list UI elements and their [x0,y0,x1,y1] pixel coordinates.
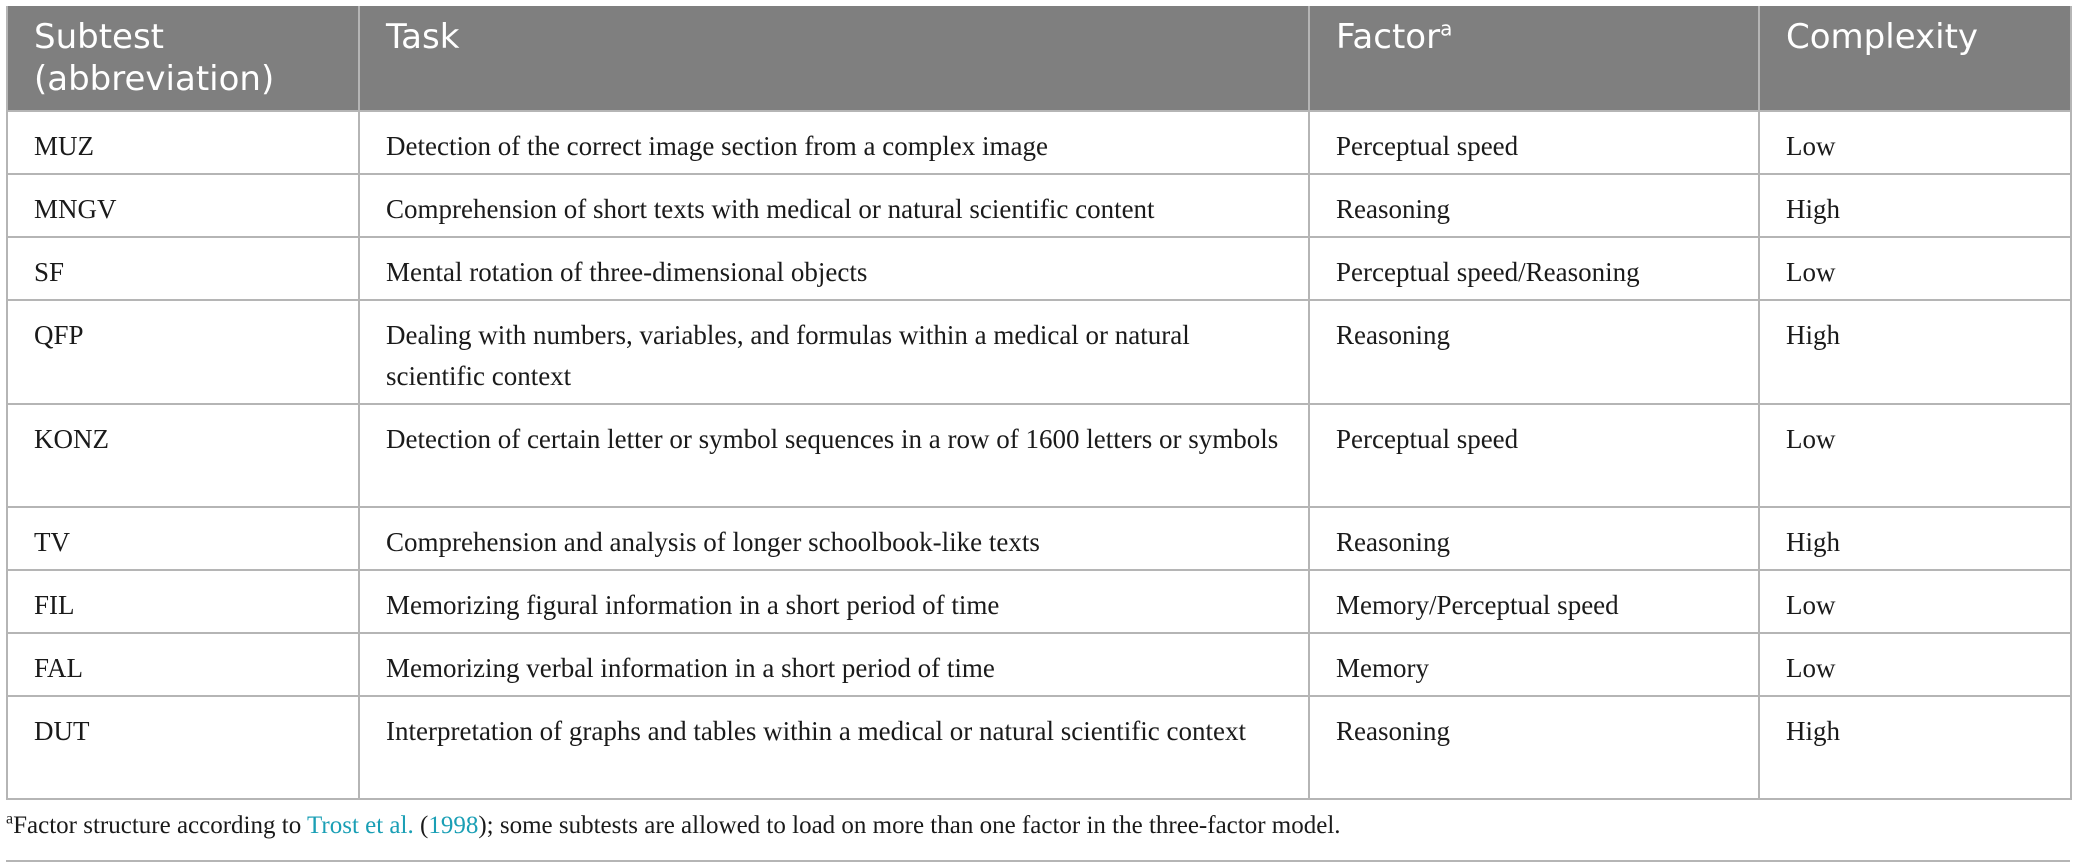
cell-factor: Memory/Perceptual speed [1309,570,1759,633]
cell-subtest: FAL [7,633,359,696]
table-row [7,507,2071,570]
table-row [7,300,2071,404]
cell-task: Mental rotation of three-dimensional objects [359,237,1309,300]
footnote-marker: a [6,810,14,828]
header-row [7,6,2071,111]
cell-subtest: MUZ [7,111,359,174]
cell-complexity: Low [1759,237,2071,300]
header-complexity [1759,6,2071,111]
header-subtest-label: Subtest (abbreviation) [34,17,275,99]
header-factor [1309,6,1759,111]
header-complexity-label: Complexity [1786,17,1979,57]
header-task-label: Task [386,17,460,57]
cell-complexity: High [1759,174,2071,237]
cell-subtest: QFP [7,300,359,404]
cell-subtest: DUT [7,696,359,799]
cell-task: Memorizing verbal information in a short period of time [359,633,1309,696]
cell-task: Interpretation of graphs and tables within a medical or natural scientific context [359,696,1309,799]
cell-complexity: Low [1759,570,2071,633]
footnote-paren-open: ( [413,812,429,839]
table-row [7,696,2071,799]
table-row [7,570,2071,633]
cell-complexity: High [1759,507,2071,570]
header-factor-label: Factor [1336,17,1441,57]
cell-complexity: Low [1759,404,2071,507]
table-footnote [6,812,1341,840]
cell-factor: Perceptual speed [1309,404,1759,507]
cell-subtest: MNGV [7,174,359,237]
cell-task: Comprehension of short texts with medical or natural scientific content [359,174,1309,237]
cell-complexity: High [1759,696,2071,799]
table-row [7,237,2071,300]
bottom-divider [6,860,2070,862]
cell-complexity: Low [1759,111,2071,174]
cell-task: Detection of certain letter or symbol sequences in a row of 1600 letters or symbols [359,404,1309,507]
cell-task: Dealing with numbers, variables, and formulas within a medical or natural scientific context [359,300,1309,404]
header-subtest [7,6,359,111]
cell-factor: Reasoning [1309,300,1759,404]
table-container [6,6,2070,800]
cell-subtest: KONZ [7,404,359,507]
cell-factor: Perceptual speed/Reasoning [1309,237,1759,300]
cell-factor: Memory [1309,633,1759,696]
cell-factor: Reasoning [1309,507,1759,570]
cell-factor: Perceptual speed [1309,111,1759,174]
cell-task: Detection of the correct image section from a complex image [359,111,1309,174]
table-row [7,174,2071,237]
cell-subtest: FIL [7,570,359,633]
table-row [7,633,2071,696]
header-factor-footnote-marker: a [1440,16,1453,41]
cell-factor: Reasoning [1309,696,1759,799]
cell-complexity: Low [1759,633,2071,696]
cell-subtest: SF [7,237,359,300]
cell-task: Memorizing figural information in a short period of time [359,570,1309,633]
reference-link-year[interactable]: 1998 [428,812,479,839]
reference-link-author[interactable]: Trost et al. [307,812,414,839]
cell-subtest: TV [7,507,359,570]
cell-complexity: High [1759,300,2071,404]
cell-task: Comprehension and analysis of longer schoolbook-like texts [359,507,1309,570]
table-row [7,111,2071,174]
cell-factor: Reasoning [1309,174,1759,237]
footnote-text-after: ); some subtests are allowed to load on more than one factor in the three-factor model. [478,812,1341,839]
subtest-table [6,6,2072,800]
header-task [359,6,1309,111]
footnote-text-before: Factor structure according to [13,812,307,839]
table-row [7,404,2071,507]
